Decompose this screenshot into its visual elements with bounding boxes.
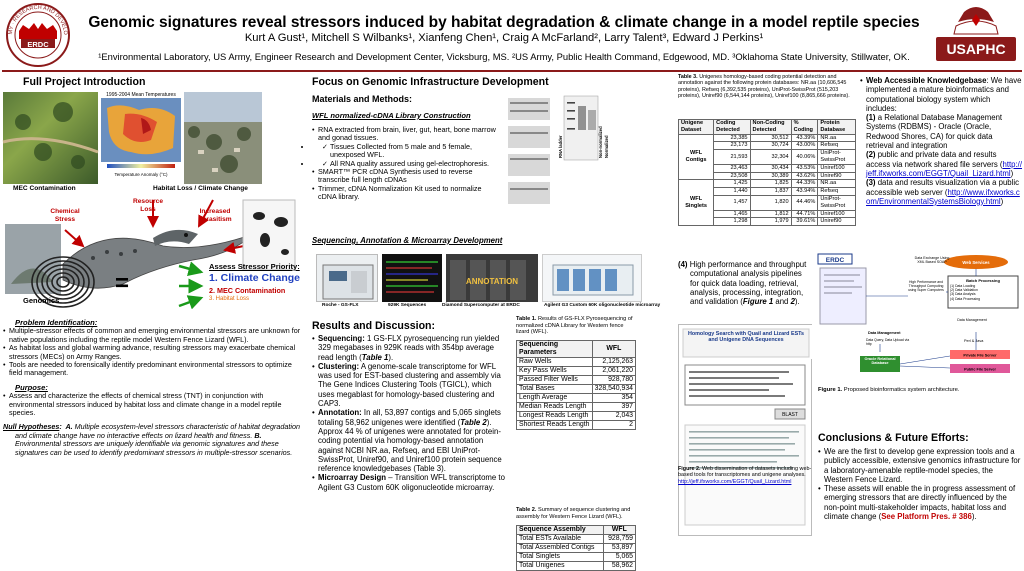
table3-cell: 39.61% [791,218,818,226]
table1-row [517,394,636,403]
problem-heading: Problem Identification: [15,318,98,327]
priority-3: 3. Habitat Loss [209,296,250,302]
table3-header: Coding Detected [714,120,750,135]
priority-heading: Assess Stressor Priority: [209,262,300,271]
priority-2: 2. MEC Contamination [209,286,286,295]
conclusions-heading: Conclusions & Future Efforts: [818,432,969,444]
table3-cell: 21,593 [714,150,750,165]
figure2-link[interactable]: http://jeff.ifxworks.com/EGGT/Quail_Lizard.html [678,478,792,485]
sequencing-heading: Sequencing, Annotation & Microarray Development [312,236,503,245]
table3-cell: 43.39% [791,134,818,142]
svg-text:USAPHC: USAPHC [946,41,1006,57]
table1-cell: Key Pass Wells [517,367,593,376]
table2-header: Sequence Assembly [517,526,604,535]
result-microarray: • Microarray Design – Transition WFL transcriptome to Agilent G3 Custom 60K oligonucleotide microarray. [312,473,508,492]
table1-row [517,412,636,421]
intro-column [3,74,303,512]
table2-row [517,562,636,571]
null-hypotheses: Null Hypotheses: A. Multiple ecosystem-level stressors characteristic of habitat degradation and climate change have no interactive effects on lizard health and fitness. B. Environmental stressors are uniquely identifiable via genomic signatures and these signatures can be used to identify predominant stressors in multiple-stressor scenarios. [3,422,300,457]
caption-diamond: Diamond Supercomputer at ERDC [442,303,520,308]
kb-link-web-server[interactable]: http://www.ifxworks.com/EnvironmentalSystemsBiology.html [866,187,1020,206]
svg-text:Private File Server: Private File Server [963,353,997,358]
table3-caption: Table 3. Unigenes homology-based coding potential detection and annotation against the following protein databases: NR.aa (10,606,545 proteins), Refseq (6,392,535 proteins), UniProt-SwissProt (515,203 proteins), Uniref90 (6,544,144 proteins), Uniref100 (8,865,666 proteins). [678,74,850,100]
table3-header: % Coding [791,120,818,135]
table1-cell: 2,061,220 [592,367,635,376]
table2-assembly [516,525,636,571]
gs-flx-instrument [316,254,378,302]
svg-text:Temperature Anomaly (°C): Temperature Anomaly (°C) [114,172,168,177]
table3-cell: NR.aa [818,134,856,142]
result-annotation: • Annotation: In all, 53,897 contigs and 5,065 singlets totaling 58,962 unigenes were identified (Table 2). Approx 44 % of unigenes were annotated for protein-coding potential via homology-based annotation against NCBI NR.aa, Refseq, and EBI UniProt-SwissProt, Uniref90, and Uniref100 protein sequence reference knowledgebases (Table 3). [312,408,508,473]
table3-cell: Uniref100 [818,164,856,172]
table2-cell: Total ESTs Available [517,535,604,544]
priority-arrows [177,260,207,310]
table3-cell: 1,298 [714,218,750,226]
table3-cell: 30,724 [750,142,791,150]
smart-item: • SMART™ PCR cDNA Synthesis used to reverse transcribe full length cDNAs [312,168,500,185]
purpose-list [3,392,301,417]
figure1-architecture: ERDC Web Services Data Exchange Using XML Based SOAP Batch Processing (1) Data Loading (2) Data Validation (3) Data Analysis (4) Data Processing High Performance and Throughput Computing using Super Computers Data Management Data Management Data Query, Data Upload via http Perl & Java Oracle Relational Database Private File Server Public File Server [816,252,1022,380]
table1-cell: 2,043 [592,412,635,421]
svg-text:U.S. ARMY · RESEARCH AND DEVEL: MY · RESEARCH AND DEVELO [7,4,69,36]
table3-header: Unigene Dataset [679,120,714,135]
intro-heading: Full Project Introduction [23,76,146,88]
table1-cell: 328,540,934 [592,385,635,394]
table3-header: Non-Coding Detected [750,120,791,135]
results-column [678,74,1024,522]
table1-cell: Shortest Reads Length [517,421,593,430]
wfl-library-heading: WFL normalized-cDNA Library Construction [312,111,471,120]
null-heading: Null Hypotheses [3,422,60,432]
sequence-reads-image [382,254,442,302]
table2-cell: 5,065 [603,553,635,562]
poster-header [0,0,1024,68]
header-divider [2,70,1022,72]
label-resource-loss: Resource Loss [132,198,164,213]
trimmer-item: • Trimmer, cDNA Normalization Kit used to normalize cDNA library. [312,185,500,202]
habitat-photo [184,92,262,184]
table3-cell: 23,463 [714,164,750,172]
label-mec-contamination: MEC Contamination [13,185,76,192]
table3-cell: 1,825 [750,180,791,188]
null-b-label: B. [254,430,262,440]
table1-header: WFL [592,341,635,358]
svg-text:Perl & Java: Perl & Java [964,339,984,343]
focus-heading: Focus on Genomic Infrastructure Development [312,76,549,88]
results-heading: Results and Discussion: [312,320,436,332]
gel-electrophoresis-image [504,92,614,212]
table2-cell: Total Assembled Contigs [517,544,604,553]
table1-header: Sequencing Parameters [517,341,593,358]
kb-item-3: (3) data and results visualization via a public accessible web server (http://www.ifxworks.com/EnvironmentalSystemsBiology.html) [866,178,1020,206]
table1-row [517,421,636,430]
svg-text:Public File Server: Public File Server [964,367,996,372]
table3-cell: 1,837 [750,188,791,196]
table2-caption: Table 2. Summary of sequence clustering and assembly for Western Fence Lizard (WFL). [516,507,631,520]
table3-cell: UniProt-SwissProt [818,150,856,165]
check-item: ✓ • Tissues Collected from 5 male and 5 female, unexposed WFL. [312,143,500,160]
problem-section [3,319,301,457]
supercomputer-image [446,254,538,302]
table1-cell: Passed Filter Wells [517,376,593,385]
methods-column [312,74,676,569]
table3-group-label: WFL Contigs [679,134,714,180]
result-sequencing: • Sequencing: 1 GS-FLX pyrosequencing run yielded 329 megabases in 929K reads with 354bp average read length (Table 1). [312,334,508,362]
table1-row [517,367,636,376]
poster-authors: Kurt A Gust¹, Mitchell S Wilbanks¹, Xianfeng Chen¹, Craig A McFarland², Larry Talent³, Edward J Perkins¹ [244,32,764,44]
caption-gs-flx: Roche - GS-FLX [322,303,359,308]
svg-text:ERDC: ERDC [27,40,49,49]
kb-item-2: (2) public and private data and results access via network shared file servers (http://jeff.ifxworks.com/EGGT/Quail_Lizard.html) [866,150,1023,178]
table1-cell: 397 [592,403,635,412]
table3-cell: Refseq [818,188,856,196]
table3-cell: 30,512 [750,134,791,142]
table3-cell: 32,304 [750,150,791,165]
svg-text:Web Services: Web Services [962,260,990,265]
purpose-heading: Purpose: [15,382,48,392]
table3-cell: Uniref90 [818,218,856,226]
table1-cell: 2,125,263 [592,358,635,367]
table2-row [517,535,636,544]
table1-cell: 928,780 [592,376,635,385]
table3-cell: 1,465 [714,210,750,218]
table3-cell: NR.aa [818,180,856,188]
table3-row [679,180,856,188]
figure2-caption: Figure 2. Web dissemination of datasets including web-based tools for transcriptomes and unigene analyses. http://jeff.ifxworks.com/EGGT/Quail_Lizard.html [678,466,812,485]
kb-item-1: (1) a Relational Database Management Systems (RDBMS) - Oracle (Oracle, Redwood Shores, CA) for quick data retrieval and integration [866,113,1003,151]
table3-cell: Refseq [818,142,856,150]
table3-cell: 1,820 [750,195,791,210]
conclusions-list [818,447,1022,521]
table1-cell: 2 [592,421,635,430]
table3-cell: Uniref100 [818,210,856,218]
poster-title: Genomic signatures reveal stressors induced by habitat degradation & climate change in a model reptile species [88,14,920,31]
conclusion-item: • These assets will enable the in progress assessment of emerging stressors that are directly influenced by the non-point multi-stakeholder impacts, habitat loss and climate change (See Platform Pres. # 386). [818,484,1022,521]
caption-agilent: Agilent G3 Custom 60K oligonucleotide microarray [544,303,661,308]
caption-929k: 929K Sequences [388,303,427,308]
purpose-item: • Assess and characterize the effects of chemical stress (TNT) in conjunction with environmental stressors induced by habitat loss and climate change in a model reptile species. [3,392,301,417]
table3-cell: 1,425 [714,180,750,188]
table3-header: Protein Database [818,120,856,135]
svg-text:1995-2004 Mean Temperatures: 1995-2004 Mean Temperatures [106,92,176,98]
table3-cell: 23,508 [714,172,750,180]
results-list [312,334,508,492]
erdc-army-logo [3,3,73,67]
poster-affiliations: ¹Environmental Laboratory, US Army, Engineer Research and Development Center, Vicksburg, MS. ²US Army, Public Health Command, Edgewood, MD. ³Oklahoma State University, Stillwater, OK. [98,51,910,62]
table1-row [517,358,636,367]
table3-cell: 44.33% [791,180,818,188]
table1-cell: Length Average [517,394,593,403]
table3-annotation [678,119,856,226]
check-item: ✓ • All RNA quality assured using gel-electrophoresis. [312,160,500,168]
table1-sequencing [516,340,636,430]
table3-cell: 43.62% [791,172,818,180]
svg-text:Non-normalized: Non-normalized [598,126,603,158]
svg-text:RNA ladder: RNA ladder [558,135,563,158]
temperature-map [101,88,181,180]
knowledgebase-text [860,76,1022,206]
figure1-caption: Figure 1. Proposed bioinformatics system architecture. [818,387,960,393]
table2-row [517,553,636,562]
conclusion-item: • We are the first to develop gene expression tools and a publicly accessible, extensive genomics infrastructure for a laboratory-amenable reptile-model species, the Western Fence Lizard. [818,447,1022,484]
table1-cell: Longest Reads Length [517,412,593,421]
label-habitat-loss: Habitat Loss / Climate Change [153,185,248,192]
table3-cell: Uniref90 [818,172,856,180]
table3-row [679,134,856,142]
table3-cell: 44.71% [791,210,818,218]
methods-list [312,126,500,202]
table1-row [517,385,636,394]
null-a-text: Multiple ecosystem-level stressors characteristic of habitat degradation and climate change have no interactive effects on lizard health and fitness. [15,422,300,440]
knowledgebase-items [860,113,1022,206]
table3-cell: 23,173 [714,142,750,150]
result-clustering: • Clustering: A genome-scale transcriptome for WFL was used for EST-based clustering and assembly via The Gene Indices Clustering Tools (TGICL), which uses megablast for homology-based clustering and CAP3. [312,362,508,408]
problem-item: • Tools are needed to forensically identify predominant environmental stressors to optimize field management. [3,361,301,378]
table3-cell: 40.06% [791,150,818,165]
table3-cell: 30,434 [750,164,791,172]
table3-cell: UniProt-SwissProt [818,195,856,210]
kb-link-file-server[interactable]: http://jeff.ifxworks.com/EGGT/Quail_Lizard.html [866,159,1023,178]
table3-cell: 43.00% [791,142,818,150]
kb-item-4: (4) High performance and throughput computational analysis pipelines for quick data loading, retrieval, analysis, processing, integration, and validation (Figure 1 and 2). [678,260,807,307]
table1-cell: Median Reads Length [517,403,593,412]
label-chemical-stress: Chemical Stress [50,208,80,223]
table1-row [517,376,636,385]
landscape-photo [3,92,98,184]
problem-list [3,327,301,377]
table3-cell: 1,457 [714,195,750,210]
table2-cell: 58,962 [603,562,635,571]
priority-1: 1. Climate Change [209,272,301,284]
rna-item: • RNA extracted from brain, liver, gut, heart, bone marrow and gonad tissues. [312,126,500,143]
figure2-website-screenshot: Homology Search with Quail and Lizard ESTs and Unigene DNA Sequences BLAST [678,324,812,536]
problem-item: • Multiple-stressor effects of common and emerging environmental stressors are unknown for native populations including the reptile model Western Fence Lizard (WFL). [3,327,301,344]
null-a-label: A. [65,422,73,432]
table1-row [517,403,636,412]
svg-text:ANNOTATION: ANNOTATION [465,277,519,286]
label-genomics: Genomics [23,296,60,305]
usaphc-logo [934,4,1018,66]
svg-text:ERDC: ERDC [825,257,845,264]
label-increased-parasitism: Increased Parasitism [198,208,232,223]
table3-cell: 1,812 [750,210,791,218]
table1-cell: Total Bases [517,385,593,394]
table3-cell: 1,440 [714,188,750,196]
table3-cell: 43.94% [791,188,818,196]
table3-cell: 1,979 [750,218,791,226]
table2-header: WFL [603,526,635,535]
table2-cell: Total Unigenes [517,562,604,571]
knowledgebase-lead: • Web Accessible Knowledgebase: We have implemented a mature bioinformatics and computational biology system which includes: [860,76,1022,113]
table3-cell: 43.53% [791,164,818,172]
svg-text:Batch Processing: Batch Processing [966,278,1000,283]
table3-cell: 30,389 [750,172,791,180]
null-b-text: Environmental stressors are uniquely identifiable via genomic signatures and these signatures can be used to identify predominant stressors in multiple-stressor scenarios. [15,439,293,457]
table1-cell: 354 [592,394,635,403]
table1-caption: Table 1. Results of GS-FLX Pyrosequencing of normalized cDNA Library for Western fence lizard (WFL). [516,316,633,336]
problem-item: • As habitat loss and global warming advance, resulting stressors may exacerbate chemical stressors (MECs) on Army Ranges. [3,344,301,361]
table2-cell: 53,897 [603,544,635,553]
table2-cell: Total Singlets [517,553,604,562]
microarray-image [542,254,642,302]
table3-group-label: WFL Singlets [679,180,714,226]
table1-cell: Raw Wells [517,358,593,367]
table3-cell: 23,385 [714,134,750,142]
svg-text:BLAST: BLAST [782,412,798,418]
materials-heading: Materials and Methods: [312,94,413,104]
equals-sign: = [115,270,130,297]
table3-cell: 44.46% [791,195,818,210]
svg-text:Data Management: Data Management [868,331,901,335]
table2-cell: 928,759 [603,535,635,544]
svg-text:Normalized: Normalized [604,135,609,158]
table2-row [517,544,636,553]
